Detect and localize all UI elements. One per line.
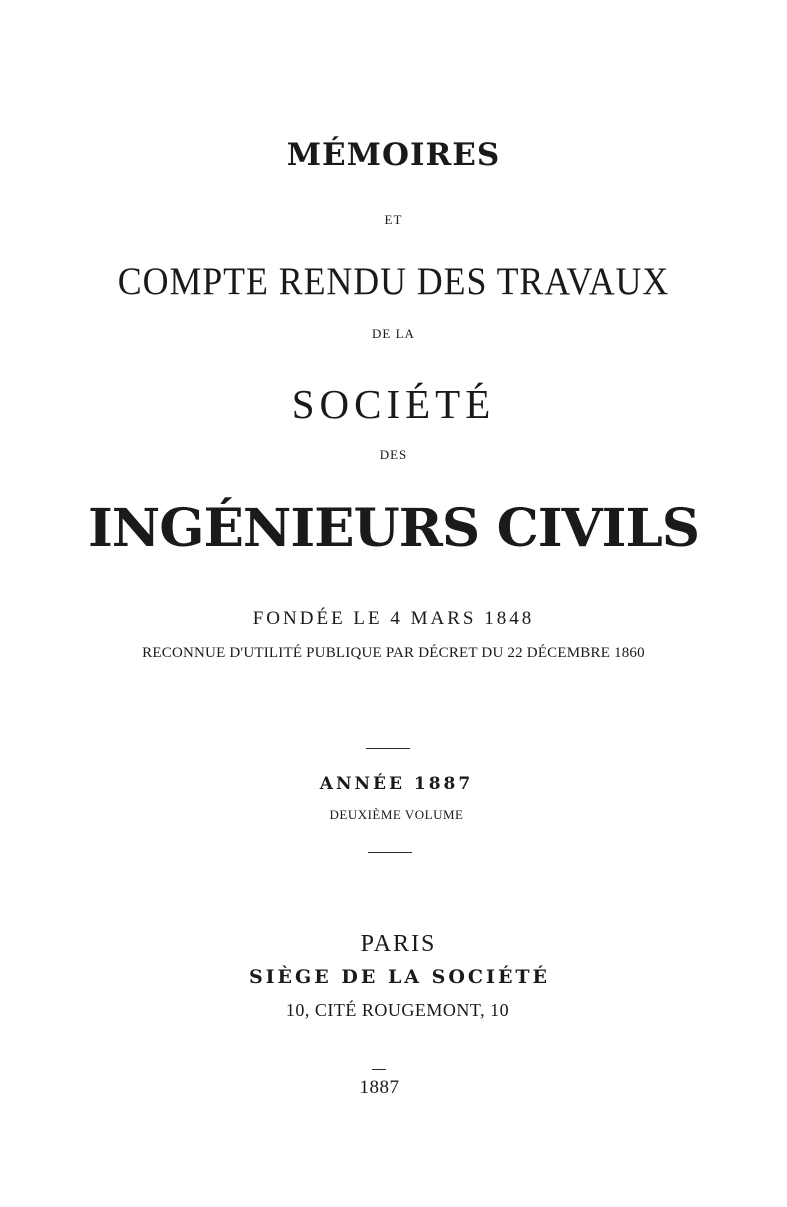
connector-de-la: DE LA [372, 326, 415, 341]
volume-label: DEUXIÈME VOLUME [329, 807, 464, 822]
divider-rule-top [366, 748, 410, 749]
heading-memoires: MÉMOIRES [286, 137, 501, 173]
imprint-year: 1887 [359, 1077, 400, 1098]
divider-rule-middle [368, 852, 412, 853]
heading-societe: SOCIÉTÉ [291, 381, 496, 427]
publication-year-heading: ANNÉE 1887 [319, 774, 474, 794]
heading-ingenieurs-civils: INGÉNIEURS CIVILS [87, 498, 700, 559]
society-address: 10, CITÉ ROUGEMONT, 10 [285, 1000, 510, 1020]
connector-des: DES [379, 447, 408, 462]
society-seat: SIÈGE DE LA SOCIÉTÉ [248, 966, 551, 988]
divider-rule-short [372, 1069, 386, 1070]
public-utility-decree: RECONNUE D'UTILITÉ PUBLIQUE PAR DÉCRET DU 22 DÉCEMBRE 1860 [142, 645, 645, 661]
connector-et: ET [384, 212, 403, 227]
city-paris: PARIS [360, 931, 437, 957]
heading-compte-rendu: COMPTE RENDU DES TRAVAUX [117, 260, 670, 303]
founding-date: FONDÉE LE 4 MARS 1848 [252, 608, 535, 629]
